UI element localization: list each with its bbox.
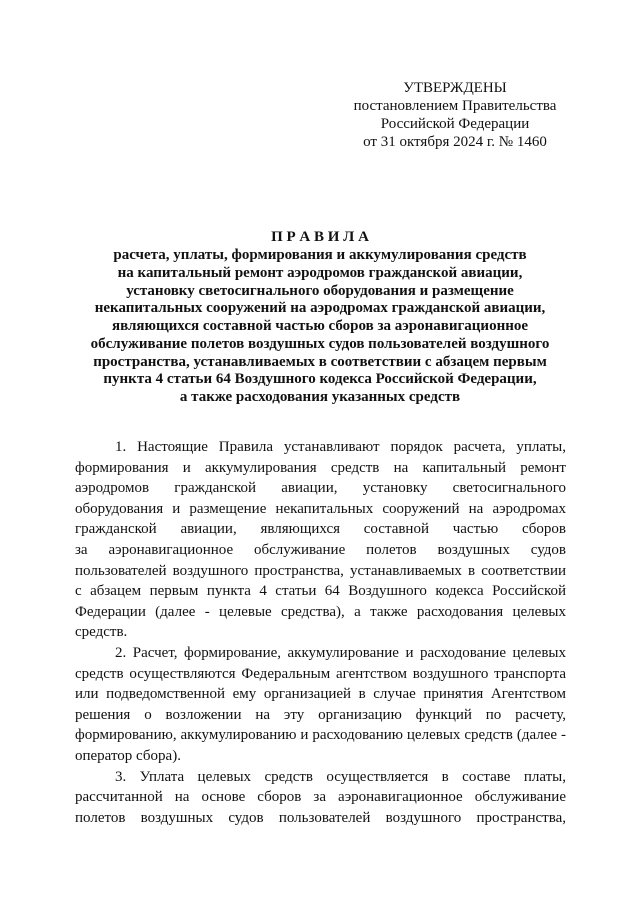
document-subtitle xyxy=(0,247,640,407)
text-line: Федерации (далее - целевые средства), а также расходования целевых xyxy=(75,603,566,620)
text-line: 3. Уплата целевых средств осуществляется в составе платы, xyxy=(115,768,566,785)
document-body xyxy=(75,437,566,828)
paragraph-1 xyxy=(75,437,566,643)
subtitle-line: являющихся составной частью сборов за аэронавигационное xyxy=(111,318,529,334)
text-line: формирования и аккумулирования средств на капитальный ремонт xyxy=(75,459,566,476)
text-line: оборудования и размещение некапитальных сооружений на аэродромах xyxy=(75,500,566,517)
text-line: средств. xyxy=(75,624,128,641)
text-line: или подведомственной ему организацией в случае принятия Агентством xyxy=(75,686,566,703)
text-line: средств осуществляются Федеральным агентством воздушного транспорта xyxy=(75,665,566,682)
subtitle-line: расчета, уплаты, формирования и аккумулирования средств xyxy=(113,247,527,263)
text-line: гражданской авиации, являющихся составной частью сборов xyxy=(75,521,566,538)
text-line: пользователей воздушного пространства, устанавливаемых в соответствии xyxy=(75,562,566,579)
subtitle-line: пространства, устанавливаемых в соответствии с абзацем первым xyxy=(93,353,547,370)
text-line: рассчитанной на основе сборов за аэронавигационное обслуживание xyxy=(75,789,566,806)
document-title: П Р А В И Л А xyxy=(271,229,369,245)
approval-line: постановлением Правительства xyxy=(353,98,557,114)
text-line: за аэронавигационное обслуживание полетов воздушных судов xyxy=(75,541,566,558)
text-line: полетов воздушных судов пользователей воздушного пространства, xyxy=(75,809,566,826)
approval-heading: УТВЕРЖДЕНЫ xyxy=(403,80,507,96)
subtitle-line: пункта 4 статьи 64 Воздушного кодекса Российской Федерации, xyxy=(103,371,537,388)
subtitle-line: а также расходования указанных средств xyxy=(179,389,461,405)
paragraph-2 xyxy=(75,643,566,767)
subtitle-line: на капитальный ремонт аэродромов гражданской авиации, xyxy=(117,264,523,281)
text-line: 1. Настоящие Правила устанавливают порядок расчета, уплаты, xyxy=(115,439,566,455)
subtitle-line: установку светосигнального оборудования и размещение xyxy=(126,282,514,299)
text-line: с абзацем первым пункта 4 статьи 64 Воздушного кодекса Российской xyxy=(75,583,566,600)
text-line: решения о возложении на эту организацию функций по расчету, xyxy=(75,706,566,723)
paragraph-3 xyxy=(75,767,566,829)
subtitle-line: обслуживание полетов воздушных судов пользователей воздушного xyxy=(90,335,550,352)
text-line: оператор сбора). xyxy=(75,747,181,764)
text-line: 2. Расчет, формирование, аккумулирование и расходование целевых xyxy=(115,644,566,661)
text-line: аэродромов гражданской авиации, установку светосигнального xyxy=(75,480,566,497)
approval-line: Российской Федерации xyxy=(380,116,530,132)
subtitle-line: некапитальных сооружений на аэродромах гражданской авиации, xyxy=(94,300,546,317)
approval-line: от 31 октября 2024 г. № 1460 xyxy=(363,134,547,150)
approval-block xyxy=(335,79,575,151)
text-line: формированию, аккумулированию и расходованию целевых средств (далее - xyxy=(75,727,566,744)
